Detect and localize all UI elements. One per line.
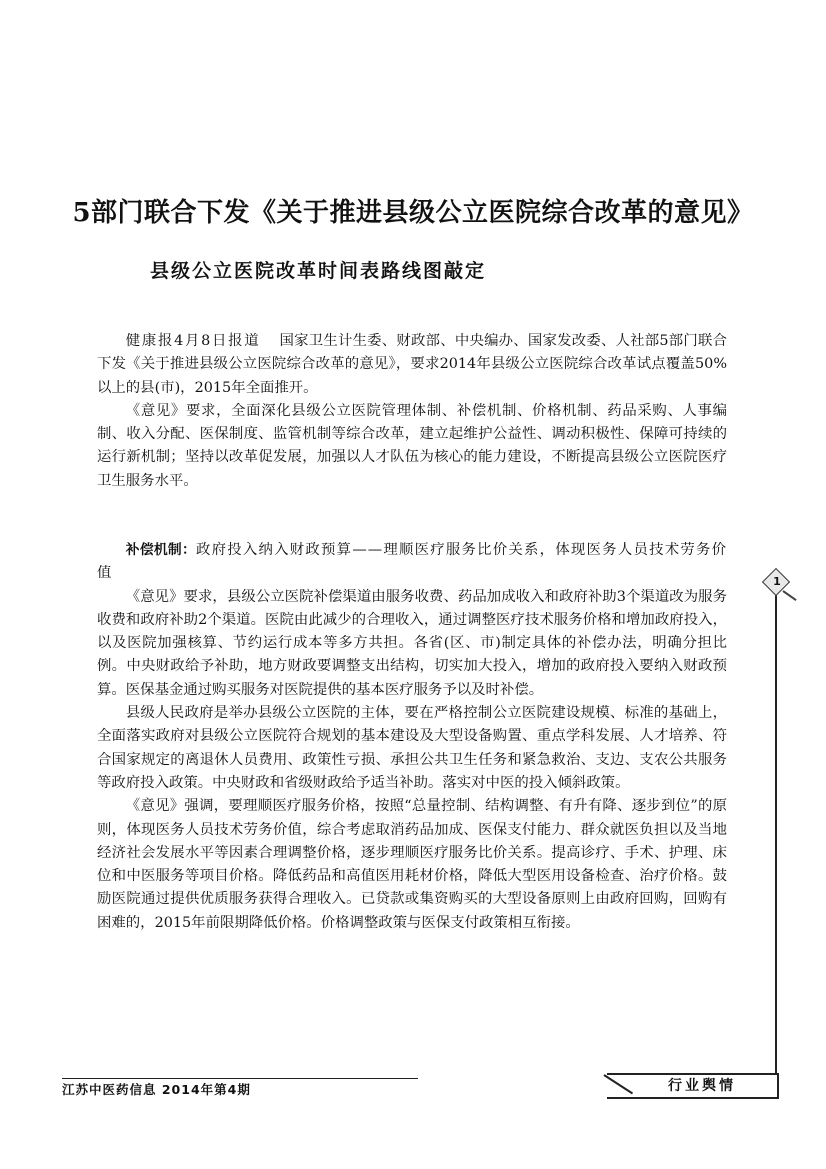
section-paragraph-3: 《意见》强调，要理顺医疗服务价格，按照“总量控制、结构调整、有升有降、逐步到位”的原则，体现医务人员技术劳务价值，综合考虑取消药品加成、医保支付能力、群众就医负担以及当地经济社会发展水平等因素合理调整价格，逐步理顺医疗服务比价关系。提高诊疗、手术、护理、床位和中医服务等项目价格。降低药品和高值医用耗材价格，降低大型医用设备检查、治疗价格。鼓励医院通过提供优质服务获得合理收入。已贷款或集资购买的大型设备原则上由政府回购，回购有困难的，2015年前限期降低价格。价格调整政策与医保支付政策相互衔接。 (97, 798, 727, 931)
article-subtitle: 县级公立医院改革时间表路线图敲定 (150, 260, 487, 282)
margin-rule (775, 588, 777, 1073)
section-heading-lead: 补偿机制： (125, 542, 196, 558)
section-heading (97, 539, 727, 586)
section-block (97, 539, 727, 935)
intro-paragraph-2: 《意见》要求，全面深化县级公立医院管理体制、补偿机制、价格机制、药品采购、人事编制、收入分配、医保制度、监管机制等综合改革，建立起维护公益性、调动积极性、保障可持续的运行新机制；坚持以改革促发展，加强以人才队伍为核心的能力建设，不断提高县级公立医院医疗卫生服务水平。 (97, 402, 727, 489)
footer-column-name: 行业舆情 (668, 1078, 736, 1094)
footer-rule (62, 1078, 418, 1079)
section-paragraph-1: 《意见》要求，县级公立医院补偿渠道由服务收费、药品加成收入和政府补助3个渠道改为服务收费和政府补助2个渠道。医院由此减少的合理收入，通过调整医疗技术服务价格和增加政府投入，以及医院加强核算、节约运行成本等多方共担。各省(区、市)制定具体的补偿办法，明确分担比例。中央财政给予补助，地方财政要调整支出结构，切实加大投入，增加的政府投入要纳入财政预算。医保基金通过购买服务对医院提供的基本医疗服务予以及时补偿。 (97, 588, 727, 698)
byline: 健康报4月8日报道 (125, 333, 261, 349)
article-title: 5部门联合下发《关于推进县级公立医院综合改革的意见》 (72, 198, 754, 228)
section-paragraph-2: 县级人民政府是举办县级公立医院的主体，要在严格控制公立医院建设规模、标准的基础上，全面落实政府对县级公立医院符合规划的基本建设及大型设备购置、重点学科发展、人才培养、符合国家规定的离退休人员费用、政策性亏损、承担公共卫生任务和紧急救治、支边、支农公共服务等政府投入政策。中央财政和省级财政给予适当补助。落实对中医的投入倾斜政策。 (97, 705, 727, 791)
intro-paragraph-1-text: 国家卫生计生委、财政部、中央编办、国家发改委、人社部5部门联合下发《关于推进县级公立医院综合改革的意见》，要求2014年县级公立医院综合改革试点覆盖50%以上的县(市)，2015年全面推开。 (97, 333, 727, 396)
section-heading-rest: 政府投入纳入财政预算——理顺医疗服务比价关系，体现医务人员技术劳务价值 (97, 542, 727, 582)
margin-rule-tail (782, 590, 796, 601)
page-number: 1 (773, 575, 781, 588)
intro-paragraph-1 (97, 330, 727, 400)
intro-block (97, 330, 727, 493)
footer-journal: 江苏中医药信息 2014年第4期 (62, 1082, 251, 1097)
